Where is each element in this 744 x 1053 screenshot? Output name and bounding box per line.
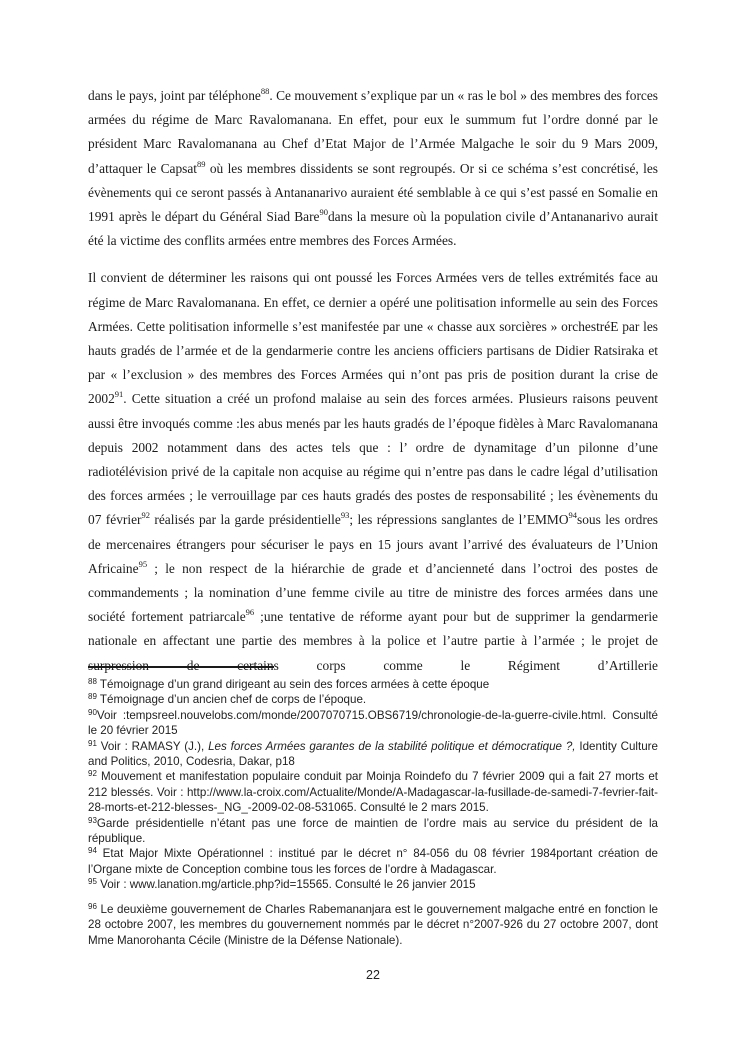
footnote-ref: 95: [138, 558, 148, 569]
footnote-number: 93: [88, 815, 97, 825]
footnote: $^{92}$ Mouvement et manifestation populaire conduit par Moinja Roindefo du 7 février 2009 qui a fait 27 morts et 212 blessés. Voir : http://www.la-croix.com/Actualite/Monde/A-Madagascar-la-fusillade-de-samedi-7-fevrier-fait-28-morts-et-212-blesses-_NG_-2009-02-08-531065. Consulté le 2 mars 2015.: [88, 769, 658, 815]
footnote: $^{94}$ Etat Major Mixte Opérationnel : institué par le décret n° 84-056 du 08 février 1984portant création de l’Organe mixte de Conception combine tous les forces de l’ordre à Madagascar.: [88, 846, 658, 876]
footnote-number: 90: [88, 707, 97, 717]
footnote-ref: 90: [319, 207, 328, 218]
footnote-ref: 88: [260, 86, 270, 96]
footnote: $^{90}$Voir :tempsreel.nouvelobs.com/monde/2007070715.OBS6719/chronologie-de-la-guerre-civile.html. Consulté le 20 février 2015: [88, 707, 658, 738]
footnote-number: 89: [88, 692, 97, 702]
italic-citation: Les forces Armées garantes de la stabilité politique et démocratique ?,: [208, 739, 576, 753]
footnote-ref: 89: [197, 158, 206, 169]
footnote-number: 88: [88, 677, 97, 686]
footnote-ref: 94: [568, 510, 578, 521]
footnote-number: 92: [88, 769, 97, 779]
footnote: $^{88}$ Témoignage d’un grand dirigeant au sein des forces armées à cette époque: [88, 677, 490, 691]
footnote-ref: 93: [340, 510, 350, 521]
footnote: $^{96}$ Le deuxième gouvernement de Charles Rabemananjara est le gouvernement malgache entré en fonction le 28 octobre 2007, les membres du gouvernement nommés par le décret n°2007-926 du 27 octobre 2007, dont Mme Manorohanta Cécile (Ministre de la Défense Nationale).: [88, 901, 658, 947]
footnotes-section: [88, 666, 658, 948]
footnote-ref: 92: [141, 510, 150, 521]
footnote-number: 91: [88, 738, 97, 748]
footnote: $^{93}$Garde présidentielle n’étant pas une force de maintien de l’ordre mais au service du président de la république.: [88, 815, 658, 846]
footnote: $^{91}$ Voir : RAMASY (J.), Les forces Armées garantes de la stabilité politique et démocratique ?, Identity Culture and Politics, 2010, Codesria, Dakar, p18: [88, 738, 658, 769]
body-text: [88, 84, 658, 678]
footnote: $^{89}$ Témoignage d’un ancien chef de corps de l’époque.: [88, 692, 367, 707]
page-number: 22: [366, 968, 380, 982]
footnote-ref: 91: [114, 389, 124, 400]
footnote-number: 94: [88, 846, 97, 856]
footnote: $^{95}$ Voir : www.lanation.mg/article.php?id=15565. Consulté le 26 janvier 2015: [88, 877, 476, 892]
body-paragraph: dans le pays, joint par téléphone$^{88}$. Ce mouvement s’explique par un « ras le bol » des membres des forces armées du régime de Marc Ravalomanana. En effet, pour eux le summum fut l’ordre donné par le président Marc Ravalomanana au Chef d’Etat Major de l’Armée Malgache le soir du 9 Mars 2009, d’attaquer le Capsat$^{89}$ où les membres dissidents se sont regroupés. Or si ce schéma s’est concrétisé, les évènements qui ce seront passés à Antananarivo auraient été semblable à ce qui s’est passé en Somalie en 1991 après le départ du Général Siad Bare$^{90}$dans la mesure où la population civile d’Antananarivo aurait été la victime des conflits armées entre membres des Forces Armées.: [88, 86, 659, 249]
body-paragraph: Il convient de déterminer les raisons qui ont poussé les Forces Armées vers de telles extrémités face au régime de Marc Ravalomanana. En effet, ce dernier a opéré une politisation informelle au sein des Forces Armées. Cette politisation informelle s’est manifestée par une « chasse aux sorcières » orchestréE par les hauts gradés de l’armée et de la gendarmerie contre les anciens officiers partisans de Didier Ratsiraka et par « l’exclusion » des membres des Forces Armées qui n’ont pas pris de position durant la crise de 2002$^{91}$. Cette situation a créé un profond malaise au sein des forces armées. Plusieurs raisons peuvent aussi être invoqués comme :les abus menés par les hauts gradés de l’époque fidèles à Marc Ravalomanana depuis 2002 notamment dans des actes tels que : l’ ordre de dynamitage d’un pilonne d’une radiotélévision privé de la capitale non acquise au régime qui n’entre pas dans le cadre légal d’utilisation des forces armées ; le verrouillage par ces hauts gradés des postes de responsabilité ; les évènements du 07 février$^{92}$ réalisés par la garde présidentielle$^{93}$; les répressions sanglantes de l’EMMO$^{94}$sous les ordres de mercenaires étrangers pour sécuriser le pays en 15 jours avant l’arrivé des évaluateurs de l’Union Africaine$^{95}$ ; le non respect de la hiérarchie de grade et d’ancienneté dans l’octroi des postes de commandements ; la nomination d’une femme civile au titre de ministre des forces armées dans une société fortement patriarcale$^{96}$ ;une tentative de réforme ayant pour but de supprimer la gendarmerie nationale en affectant une partie des membres à la police et l’autre partie à l’armée ; le projet de surpression de certains corps comme le Régiment d’Artillerie: [88, 270, 658, 673]
footnote-number: 95: [88, 877, 97, 887]
footnotes-list: [88, 677, 658, 948]
footnote-ref: 96: [245, 607, 255, 618]
footnote-number: 96: [88, 901, 97, 911]
footnote-separator: [88, 666, 274, 668]
